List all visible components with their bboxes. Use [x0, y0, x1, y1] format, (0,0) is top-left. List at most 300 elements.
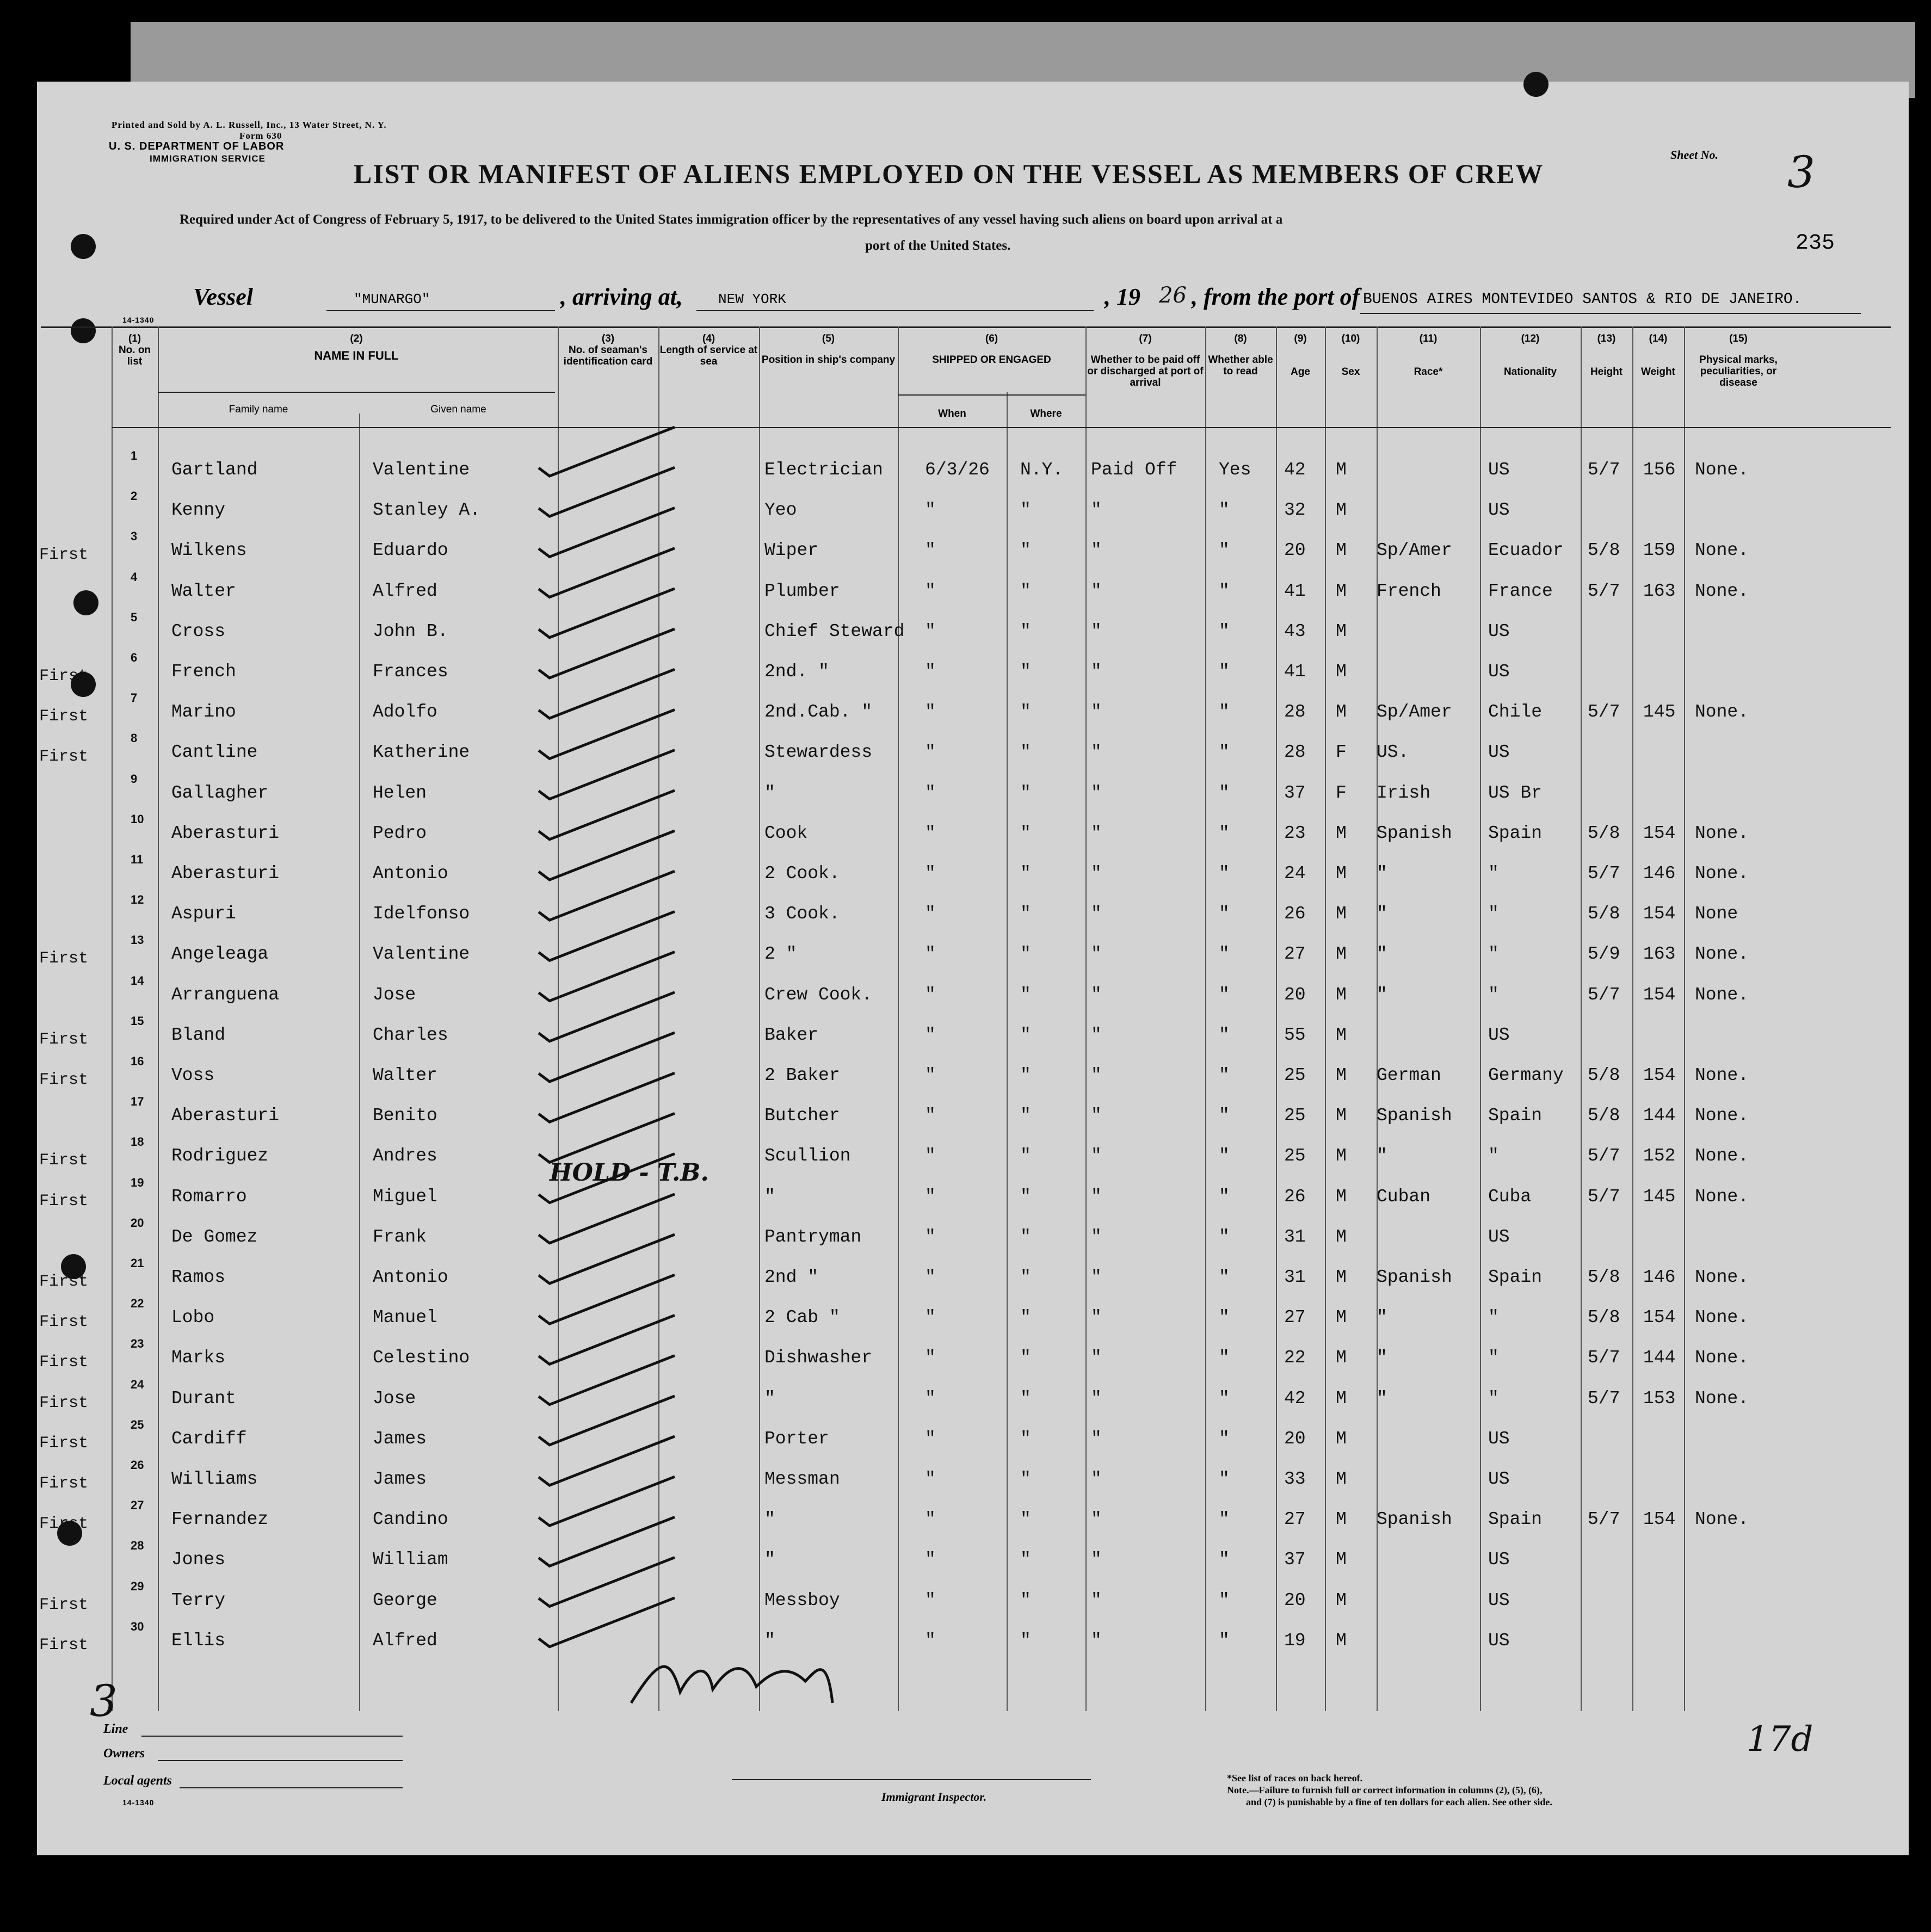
check-mark	[539, 992, 675, 1041]
nationality: US	[1488, 1024, 1510, 1045]
row-number: 20	[131, 1215, 144, 1230]
shipped-when: "	[925, 1388, 936, 1409]
vessel-underline	[326, 310, 555, 311]
shipped-where: "	[1020, 1630, 1031, 1651]
height: 5/7	[1588, 1388, 1620, 1409]
able-to-read: "	[1219, 662, 1230, 682]
col-marks-header: (15) Physical marks, peculiarities, or disease	[1699, 333, 1778, 388]
row-margin-note: First	[39, 1353, 89, 1372]
shipped-where: "	[1020, 662, 1031, 682]
position: "	[764, 1186, 775, 1207]
nationality: US	[1488, 1469, 1510, 1489]
col-name-header: (2) NAME IN FULL	[314, 333, 399, 362]
age: 42	[1284, 1388, 1306, 1409]
shipped-when: "	[925, 540, 936, 561]
able-to-read: "	[1219, 702, 1230, 723]
able-to-read: Yes	[1219, 460, 1251, 480]
position: 3 Cook.	[764, 904, 840, 924]
form-code-top: 14-1340	[122, 316, 155, 324]
paid-off: "	[1091, 621, 1102, 641]
shipped-where: "	[1020, 1348, 1031, 1368]
family-name: Voss	[171, 1065, 215, 1085]
paid-off: "	[1091, 1469, 1102, 1489]
row-number: 25	[131, 1417, 144, 1431]
row-number: 29	[131, 1579, 144, 1593]
paid-off: "	[1091, 944, 1102, 965]
shipped-when: "	[925, 782, 936, 803]
able-to-read: "	[1219, 1590, 1230, 1610]
shipped-when: "	[925, 1065, 936, 1085]
shipped-where: "	[1020, 1186, 1031, 1207]
row-number: 5	[131, 610, 138, 624]
shipped-where: "	[1020, 984, 1031, 1005]
owners-underline	[158, 1760, 403, 1761]
check-mark	[539, 952, 675, 1001]
col-nationality-header: (12) Nationality	[1503, 333, 1557, 378]
check-mark	[539, 467, 675, 516]
col-race-header: (11) Race*	[1414, 333, 1443, 378]
col-no-header: (1) No. on list	[118, 333, 151, 367]
position: Wiper	[764, 540, 819, 561]
given-name: Andres	[373, 1146, 437, 1166]
able-to-read: "	[1219, 1550, 1230, 1570]
paid-off: "	[1091, 1428, 1102, 1449]
race: Sp/Amer	[1377, 540, 1452, 561]
shipped-where: "	[1020, 1590, 1031, 1610]
position: "	[764, 1388, 775, 1409]
sex: M	[1336, 1550, 1347, 1570]
physical-marks: None.	[1695, 1065, 1749, 1085]
row-number: 23	[131, 1337, 144, 1351]
race: Spanish	[1377, 1267, 1452, 1287]
family-name: Romarro	[171, 1186, 247, 1207]
given-name: Frances	[373, 662, 448, 682]
col-rule	[1205, 326, 1206, 1711]
position: Messman	[764, 1469, 840, 1489]
printer-line: Printed and Sold by A. L. Russell, Inc., 13 Water Street, N. Y.	[112, 120, 387, 130]
given-name: Helen	[373, 782, 427, 803]
sheet-number: 3	[1787, 147, 1815, 197]
punch-hole	[73, 590, 98, 615]
port-underline	[696, 310, 1094, 311]
from-port: BUENOS AIRES MONTEVIDEO SANTOS & RIO DE JANEIRO.	[1363, 291, 1802, 308]
sex: M	[1336, 662, 1347, 682]
given-name: Walter	[373, 1065, 437, 1085]
paid-off: "	[1091, 782, 1102, 803]
family-name: Aberasturi	[171, 823, 280, 843]
shipped-where: "	[1020, 1024, 1031, 1045]
nationality: US	[1488, 742, 1510, 763]
family-name: Kenny	[171, 500, 226, 521]
shipped-when: "	[925, 1024, 936, 1045]
col-rule	[1325, 326, 1326, 1711]
race: Irish	[1377, 782, 1431, 803]
family-name: Williams	[171, 1469, 258, 1489]
line-underline	[141, 1736, 403, 1737]
check-mark	[539, 750, 675, 799]
sex: M	[1336, 702, 1347, 723]
department: U. S. DEPARTMENT OF LABOR	[109, 140, 285, 152]
row-margin-note: First	[39, 1030, 89, 1049]
col-rule	[1480, 326, 1481, 1711]
able-to-read: "	[1219, 1226, 1230, 1247]
height: 5/7	[1588, 863, 1620, 884]
height: 5/7	[1588, 702, 1620, 723]
physical-marks: None.	[1695, 1509, 1749, 1530]
shipped-when: "	[925, 1267, 936, 1287]
shipped-when: "	[925, 1106, 936, 1126]
check-mark	[539, 629, 675, 678]
from-underline	[1360, 313, 1861, 314]
check-mark	[539, 1073, 675, 1122]
shipped-where: "	[1020, 1106, 1031, 1126]
weight: 152	[1643, 1146, 1676, 1166]
shipped-where: "	[1020, 1509, 1031, 1530]
sex: M	[1336, 863, 1347, 884]
row-number: 21	[131, 1256, 144, 1270]
age: 26	[1284, 1186, 1306, 1207]
age: 23	[1284, 823, 1306, 843]
family-name: Cantline	[171, 742, 258, 763]
row-number: 10	[131, 812, 144, 826]
position: Pantryman	[764, 1226, 862, 1247]
col-family-header: Family name	[229, 404, 288, 415]
paid-off: "	[1091, 1024, 1102, 1045]
col-rule	[359, 413, 360, 1711]
row-margin-note: First	[39, 1192, 89, 1211]
shipped-when: "	[925, 742, 936, 763]
punch-hole	[1523, 72, 1548, 97]
age: 19	[1284, 1630, 1306, 1651]
vessel-name: "MUNARGO"	[354, 291, 430, 307]
shipped-when: "	[925, 662, 936, 682]
family-name: Bland	[171, 1024, 226, 1045]
col-age-header: (9) Age	[1291, 333, 1310, 378]
shipped-where: "	[1020, 500, 1031, 521]
row-number: 18	[131, 1135, 144, 1149]
check-mark	[539, 548, 675, 597]
paid-off: "	[1091, 1590, 1102, 1610]
given-name: Miguel	[373, 1186, 437, 1207]
height: 5/7	[1588, 984, 1620, 1005]
position: 2nd.Cab. "	[764, 702, 873, 723]
physical-marks: None.	[1695, 1146, 1749, 1166]
paid-off: "	[1091, 540, 1102, 561]
shipped-where: "	[1020, 863, 1031, 884]
sex: M	[1336, 1388, 1347, 1409]
check-mark	[539, 1315, 675, 1364]
race: Sp/Amer	[1377, 702, 1452, 723]
family-name: Marino	[171, 702, 236, 723]
height: 5/8	[1588, 1307, 1620, 1328]
col-rule	[1684, 326, 1685, 1711]
shipped-where: "	[1020, 1146, 1031, 1166]
able-to-read: "	[1219, 863, 1230, 884]
col-rule	[759, 326, 760, 1711]
sex: M	[1336, 1509, 1347, 1530]
paid-off: "	[1091, 1267, 1102, 1287]
height: 5/7	[1588, 460, 1620, 480]
given-name: Jose	[373, 984, 416, 1005]
check-mark	[539, 1436, 675, 1485]
arriving-label: , arriving at,	[560, 283, 683, 310]
able-to-read: "	[1219, 1428, 1230, 1449]
able-to-read: "	[1219, 1388, 1230, 1409]
nationality: "	[1488, 863, 1499, 884]
height: 5/8	[1588, 904, 1620, 924]
header-bottom-rule	[112, 427, 1891, 428]
row-number: 27	[131, 1498, 144, 1513]
shipped-when: "	[925, 904, 936, 924]
family-name: Durant	[171, 1388, 236, 1409]
able-to-read: "	[1219, 540, 1230, 561]
family-name: Marks	[171, 1348, 226, 1368]
sex: M	[1336, 1024, 1347, 1045]
weight: 145	[1643, 702, 1676, 723]
height: 5/7	[1588, 1509, 1620, 1530]
position: 2 "	[764, 944, 797, 965]
penalty-note-1: Note.—Failure to furnish full or correct information in columns (2), (5), (6),	[1227, 1785, 1543, 1795]
corner-note: 17d	[1747, 1719, 1813, 1760]
shipped-where: "	[1020, 823, 1031, 843]
able-to-read: "	[1219, 581, 1230, 601]
height: 5/8	[1588, 1106, 1620, 1126]
row-number: 13	[131, 933, 144, 947]
given-name: Pedro	[373, 823, 427, 843]
paid-off: "	[1091, 1630, 1102, 1651]
able-to-read: "	[1219, 1469, 1230, 1489]
row-margin-note: First	[39, 1474, 89, 1493]
paid-off: "	[1091, 863, 1102, 884]
shipped-where: N.Y.	[1020, 460, 1064, 480]
race: Spanish	[1377, 1509, 1452, 1530]
paid-off: "	[1091, 581, 1102, 601]
hold-tb-annotation: HOLD - T.B.	[550, 1159, 709, 1187]
position: Cook	[764, 823, 808, 843]
given-name: Candino	[373, 1509, 448, 1530]
paid-off: "	[1091, 662, 1102, 682]
row-number: 16	[131, 1054, 144, 1068]
sex: M	[1336, 1267, 1347, 1287]
able-to-read: "	[1219, 1630, 1230, 1651]
check-mark	[539, 1356, 675, 1405]
col-where-header: Where	[1030, 408, 1062, 419]
nationality: US Br	[1488, 782, 1543, 803]
agents-label: Local agents	[103, 1774, 172, 1788]
age: 41	[1284, 581, 1306, 601]
col-rule	[1007, 392, 1008, 1711]
position: Chief Steward	[764, 621, 905, 641]
shipped-when: 6/3/26	[925, 460, 990, 480]
shipped-when: "	[925, 1509, 936, 1530]
row-margin-note: First	[39, 748, 89, 767]
col-rule	[158, 326, 159, 1711]
sex: M	[1336, 944, 1347, 965]
age: 41	[1284, 662, 1306, 682]
punch-hole	[71, 318, 96, 343]
shipped-when: "	[925, 1550, 936, 1570]
physical-marks: None.	[1695, 540, 1749, 561]
row-number: 26	[131, 1458, 144, 1472]
family-name: Terry	[171, 1590, 226, 1610]
sex: M	[1336, 1348, 1347, 1368]
race: "	[1377, 944, 1387, 965]
check-mark	[539, 1477, 675, 1526]
check-mark	[539, 871, 675, 920]
sex: M	[1336, 1590, 1347, 1610]
given-name: Eduardo	[373, 540, 448, 561]
family-name: Ellis	[171, 1630, 226, 1651]
weight: 153	[1643, 1388, 1676, 1409]
weight: 154	[1643, 823, 1676, 843]
race: "	[1377, 1146, 1387, 1166]
row-number: 17	[131, 1095, 144, 1109]
weight: 154	[1643, 984, 1676, 1005]
paid-off: "	[1091, 984, 1102, 1005]
able-to-read: "	[1219, 1186, 1230, 1207]
age: 20	[1284, 540, 1306, 561]
shipped-where: "	[1020, 944, 1031, 965]
check-mark	[539, 1194, 675, 1243]
age: 28	[1284, 742, 1306, 763]
physical-marks: None.	[1695, 1106, 1749, 1126]
able-to-read: "	[1219, 742, 1230, 763]
nationality: "	[1488, 1388, 1499, 1409]
nationality: Ecuador	[1488, 540, 1564, 561]
age: 25	[1284, 1065, 1306, 1085]
row-number: 11	[131, 853, 144, 866]
nationality: "	[1488, 1307, 1499, 1328]
nationality: US	[1488, 621, 1510, 641]
family-name: Aberasturi	[171, 1106, 280, 1126]
name-subrule	[158, 392, 555, 393]
position: Butcher	[764, 1106, 840, 1126]
check-mark	[539, 1558, 675, 1607]
age: 37	[1284, 1550, 1306, 1570]
nationality: Spain	[1488, 823, 1543, 843]
physical-marks: None.	[1695, 984, 1749, 1005]
paid-off: "	[1091, 1226, 1102, 1247]
age: 27	[1284, 1509, 1306, 1530]
row-number: 6	[131, 651, 138, 664]
position: Plumber	[764, 581, 840, 601]
position: Messboy	[764, 1590, 840, 1610]
shipped-when: "	[925, 621, 936, 641]
sex: M	[1336, 823, 1347, 843]
sex: M	[1336, 1186, 1347, 1207]
shipped-where: "	[1020, 904, 1031, 924]
family-name: Aspuri	[171, 904, 236, 924]
check-mark	[539, 911, 675, 960]
check-mark	[539, 1033, 675, 1082]
physical-marks: None.	[1695, 1348, 1749, 1368]
weight: 144	[1643, 1106, 1676, 1126]
height: 5/8	[1588, 1267, 1620, 1287]
stamp-number: 3	[90, 1676, 118, 1726]
weight: 163	[1643, 944, 1676, 965]
check-mark	[539, 1275, 675, 1324]
race: "	[1377, 1307, 1387, 1328]
sex: M	[1336, 621, 1347, 641]
shipped-when: "	[925, 1307, 936, 1328]
position: 2 Baker	[764, 1065, 840, 1085]
race: "	[1377, 1388, 1387, 1409]
col-position-header: (5) Position in ship's company	[761, 333, 896, 366]
shipped-where: "	[1020, 1065, 1031, 1085]
paid-off: "	[1091, 702, 1102, 723]
age: 25	[1284, 1106, 1306, 1126]
row-number: 7	[131, 691, 138, 705]
family-name: Lobo	[171, 1307, 215, 1328]
subtitle-line-2: port of the United States.	[865, 238, 1011, 253]
able-to-read: "	[1219, 782, 1230, 803]
check-mark	[539, 1234, 675, 1283]
punch-hole	[71, 234, 96, 259]
row-number: 4	[131, 570, 138, 584]
given-name: Alfred	[373, 1630, 437, 1651]
physical-marks: None.	[1695, 581, 1749, 601]
shipped-where: "	[1020, 1469, 1031, 1489]
paid-off: "	[1091, 1065, 1102, 1085]
row-number: 22	[131, 1297, 144, 1311]
height: 5/7	[1588, 1146, 1620, 1166]
form-code-bottom: 14-1340	[122, 1798, 155, 1807]
position: 2nd "	[764, 1267, 819, 1287]
family-name: Fernandez	[171, 1509, 269, 1530]
age: 31	[1284, 1226, 1306, 1247]
races-note: *See list of races on back hereof.	[1227, 1773, 1363, 1783]
check-mark	[539, 1113, 675, 1162]
age: 55	[1284, 1024, 1306, 1045]
physical-marks: None.	[1695, 1388, 1749, 1409]
position: "	[764, 1509, 775, 1530]
check-mark	[539, 669, 675, 718]
table-top-rule	[41, 326, 1891, 328]
age: 33	[1284, 1469, 1306, 1489]
row-margin-note: First	[39, 1273, 89, 1291]
family-name: Aberasturi	[171, 863, 280, 884]
race: French	[1377, 581, 1441, 601]
shipped-where: "	[1020, 782, 1031, 803]
weight: 145	[1643, 1186, 1676, 1207]
year-value: 26	[1159, 283, 1187, 308]
able-to-read: "	[1219, 1307, 1230, 1328]
given-name: Valentine	[373, 944, 470, 965]
given-name: Katherine	[373, 742, 470, 763]
race: Spanish	[1377, 1106, 1452, 1126]
given-name: George	[373, 1590, 437, 1610]
check-mark	[539, 709, 675, 758]
row-number: 12	[131, 893, 144, 907]
given-name: Antonio	[373, 863, 448, 884]
age: 28	[1284, 702, 1306, 723]
age: 20	[1284, 1428, 1306, 1449]
position: Electrician	[764, 460, 883, 480]
paid-off: "	[1091, 1388, 1102, 1409]
given-name: Jose	[373, 1388, 416, 1409]
nationality: Spain	[1488, 1106, 1543, 1126]
age: 22	[1284, 1348, 1306, 1368]
paid-off: "	[1091, 1186, 1102, 1207]
age: 24	[1284, 863, 1306, 884]
row-number: 14	[131, 973, 144, 987]
race: Spanish	[1377, 823, 1452, 843]
owners-label: Owners	[103, 1746, 145, 1761]
paid-off: "	[1091, 1106, 1102, 1126]
family-name: Angeleaga	[171, 944, 269, 965]
shipped-where: "	[1020, 1267, 1031, 1287]
shipped-when: "	[925, 944, 936, 965]
